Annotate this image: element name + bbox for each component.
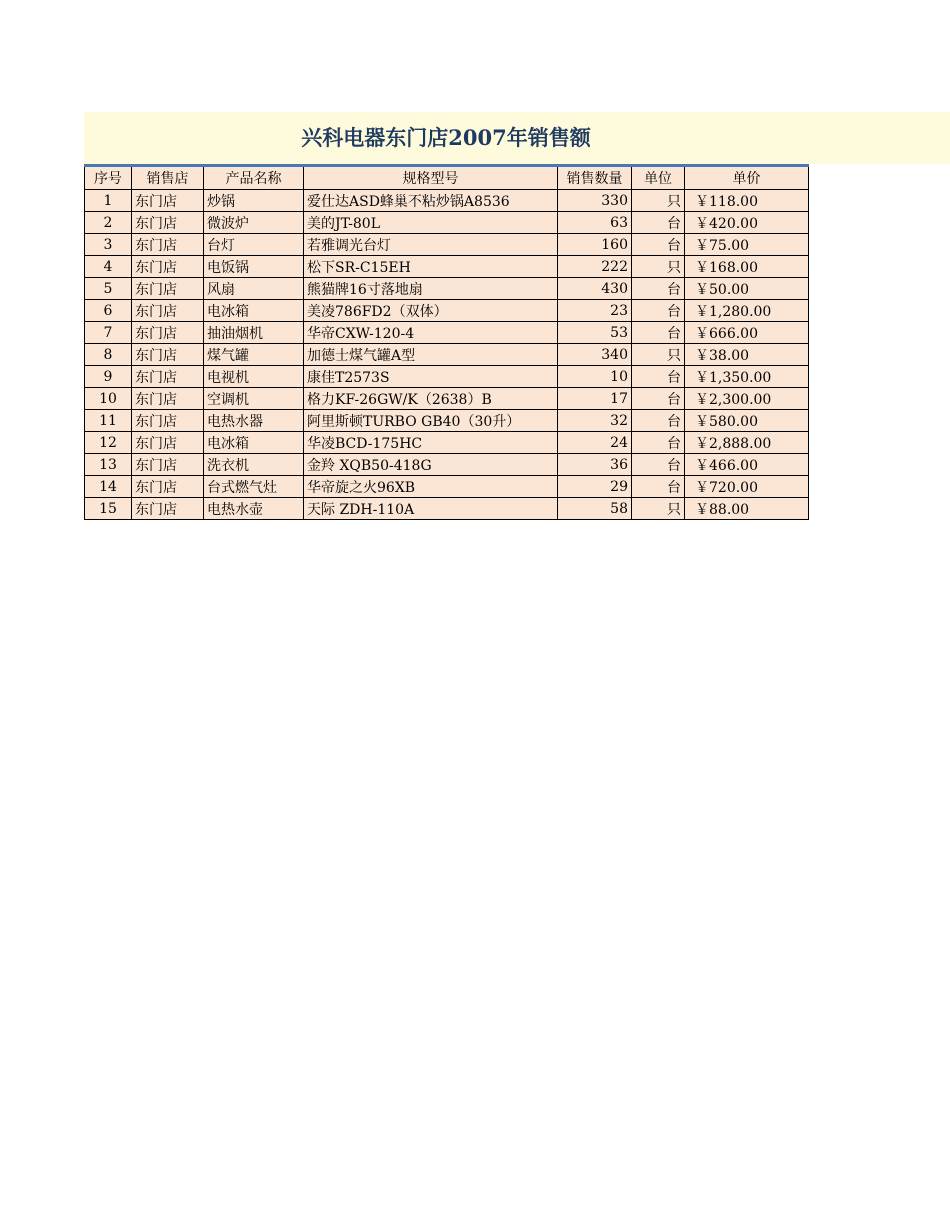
- table-row: [85, 190, 809, 212]
- cell-product-name[interactable]: 电热水器: [204, 410, 304, 432]
- table-row: [85, 454, 809, 476]
- cell-store[interactable]: 东门店: [132, 322, 204, 344]
- cell-store[interactable]: 东门店: [132, 234, 204, 256]
- cell-quantity[interactable]: 63: [558, 212, 632, 234]
- table-row: [85, 300, 809, 322]
- cell-store[interactable]: 东门店: [132, 256, 204, 278]
- cell-unit[interactable]: 台: [632, 432, 685, 454]
- cell-model[interactable]: 熊猫牌16寸落地扇: [304, 278, 558, 300]
- cell-model[interactable]: 美凌786FD2（双体）: [304, 300, 558, 322]
- cell-model[interactable]: 金羚 XQB50-418G: [304, 454, 558, 476]
- cell-model[interactable]: 阿里斯顿TURBO GB40（30升）: [304, 410, 558, 432]
- cell-model[interactable]: 加德士煤气罐A型: [304, 344, 558, 366]
- cell-product-name[interactable]: 电热水壶: [204, 498, 304, 520]
- cell-quantity[interactable]: 53: [558, 322, 632, 344]
- cell-product-name[interactable]: 台式燃气灶: [204, 476, 304, 498]
- header-row: [85, 166, 809, 190]
- cell-model[interactable]: 华凌BCD-175HC: [304, 432, 558, 454]
- table-row: [85, 278, 809, 300]
- cell-seq[interactable]: 5: [85, 278, 132, 300]
- cell-product-name[interactable]: 洗衣机: [204, 454, 304, 476]
- cell-quantity[interactable]: 430: [558, 278, 632, 300]
- cell-price[interactable]: ￥666.00: [685, 322, 809, 344]
- cell-seq[interactable]: 15: [85, 498, 132, 520]
- cell-price[interactable]: ￥580.00: [685, 410, 809, 432]
- sales-table: [84, 164, 809, 520]
- cell-model[interactable]: 若雅调光台灯: [304, 234, 558, 256]
- cell-quantity[interactable]: 222: [558, 256, 632, 278]
- cell-unit[interactable]: 台: [632, 234, 685, 256]
- cell-quantity[interactable]: 32: [558, 410, 632, 432]
- sheet-title: 兴科电器东门店2007年销售额: [301, 125, 591, 150]
- cell-price[interactable]: ￥2,300.00: [685, 388, 809, 410]
- cell-product-name[interactable]: 电视机: [204, 366, 304, 388]
- cell-seq[interactable]: 8: [85, 344, 132, 366]
- table-row: [85, 388, 809, 410]
- cell-store[interactable]: 东门店: [132, 476, 204, 498]
- cell-store[interactable]: 东门店: [132, 190, 204, 212]
- cell-price[interactable]: ￥720.00: [685, 476, 809, 498]
- cell-store[interactable]: 东门店: [132, 498, 204, 520]
- cell-store[interactable]: 东门店: [132, 344, 204, 366]
- cell-price[interactable]: ￥1,350.00: [685, 366, 809, 388]
- header-unit[interactable]: 单位: [632, 166, 685, 190]
- cell-price[interactable]: ￥168.00: [685, 256, 809, 278]
- cell-model[interactable]: 天际 ZDH-110A: [304, 498, 558, 520]
- table-row: [85, 256, 809, 278]
- table-row: [85, 498, 809, 520]
- table-row: [85, 366, 809, 388]
- cell-product-name[interactable]: 台灯: [204, 234, 304, 256]
- cell-quantity[interactable]: 24: [558, 432, 632, 454]
- cell-unit[interactable]: 台: [632, 476, 685, 498]
- cell-quantity[interactable]: 330: [558, 190, 632, 212]
- cell-store[interactable]: 东门店: [132, 366, 204, 388]
- cell-quantity[interactable]: 10: [558, 366, 632, 388]
- cell-price[interactable]: ￥420.00: [685, 212, 809, 234]
- header-store[interactable]: 销售店: [132, 166, 204, 190]
- cell-model[interactable]: 松下SR-C15EH: [304, 256, 558, 278]
- cell-store[interactable]: 东门店: [132, 388, 204, 410]
- header-product-name[interactable]: 产品名称: [204, 166, 304, 190]
- cell-product-name[interactable]: 电冰箱: [204, 432, 304, 454]
- table-row: [85, 234, 809, 256]
- cell-quantity[interactable]: 58: [558, 498, 632, 520]
- cell-price[interactable]: ￥2,888.00: [685, 432, 809, 454]
- cell-unit[interactable]: 台: [632, 212, 685, 234]
- cell-unit[interactable]: 只: [632, 344, 685, 366]
- header-seq[interactable]: 序号: [85, 166, 132, 190]
- cell-model[interactable]: 美的JT-80L: [304, 212, 558, 234]
- cell-seq[interactable]: 10: [85, 388, 132, 410]
- cell-price[interactable]: ￥75.00: [685, 234, 809, 256]
- cell-product-name[interactable]: 微波炉: [204, 212, 304, 234]
- cell-unit[interactable]: 台: [632, 454, 685, 476]
- cell-seq[interactable]: 12: [85, 432, 132, 454]
- cell-unit[interactable]: 台: [632, 388, 685, 410]
- cell-quantity[interactable]: 160: [558, 234, 632, 256]
- table-row: [85, 476, 809, 498]
- cell-seq[interactable]: 1: [85, 190, 132, 212]
- cell-product-name[interactable]: 抽油烟机: [204, 322, 304, 344]
- cell-seq[interactable]: 13: [85, 454, 132, 476]
- table-row: [85, 410, 809, 432]
- cell-model[interactable]: 爱仕达ASD蜂巢不粘炒锅A8536: [304, 190, 558, 212]
- title-band: [84, 112, 950, 164]
- table-body: [85, 190, 809, 520]
- cell-seq[interactable]: 4: [85, 256, 132, 278]
- cell-product-name[interactable]: 空调机: [204, 388, 304, 410]
- cell-price[interactable]: ￥1,280.00: [685, 300, 809, 322]
- cell-product-name[interactable]: 炒锅: [204, 190, 304, 212]
- cell-unit[interactable]: 只: [632, 256, 685, 278]
- cell-price[interactable]: ￥38.00: [685, 344, 809, 366]
- cell-seq[interactable]: 9: [85, 366, 132, 388]
- cell-price[interactable]: ￥88.00: [685, 498, 809, 520]
- header-quantity[interactable]: 销售数量: [558, 166, 632, 190]
- cell-price[interactable]: ￥50.00: [685, 278, 809, 300]
- cell-price[interactable]: ￥118.00: [685, 190, 809, 212]
- cell-unit[interactable]: 台: [632, 322, 685, 344]
- cell-seq[interactable]: 7: [85, 322, 132, 344]
- cell-seq[interactable]: 3: [85, 234, 132, 256]
- cell-store[interactable]: 东门店: [132, 278, 204, 300]
- table-row: [85, 212, 809, 234]
- cell-price[interactable]: ￥466.00: [685, 454, 809, 476]
- cell-store[interactable]: 东门店: [132, 212, 204, 234]
- cell-quantity[interactable]: 29: [558, 476, 632, 498]
- cell-store[interactable]: 东门店: [132, 410, 204, 432]
- cell-quantity[interactable]: 23: [558, 300, 632, 322]
- cell-quantity[interactable]: 340: [558, 344, 632, 366]
- cell-model[interactable]: 格力KF-26GW/K（2638）B: [304, 388, 558, 410]
- cell-quantity[interactable]: 36: [558, 454, 632, 476]
- cell-unit[interactable]: 只: [632, 498, 685, 520]
- header-model[interactable]: 规格型号: [304, 166, 558, 190]
- cell-unit[interactable]: 台: [632, 300, 685, 322]
- header-price[interactable]: 单价: [685, 166, 809, 190]
- cell-model[interactable]: 康佳T2573S: [304, 366, 558, 388]
- cell-seq[interactable]: 11: [85, 410, 132, 432]
- cell-store[interactable]: 东门店: [132, 432, 204, 454]
- cell-unit[interactable]: 只: [632, 190, 685, 212]
- cell-product-name[interactable]: 风扇: [204, 278, 304, 300]
- table-row: [85, 432, 809, 454]
- cell-unit[interactable]: 台: [632, 366, 685, 388]
- cell-quantity[interactable]: 17: [558, 388, 632, 410]
- cell-store[interactable]: 东门店: [132, 300, 204, 322]
- table-row: [85, 322, 809, 344]
- cell-product-name[interactable]: 电冰箱: [204, 300, 304, 322]
- cell-seq[interactable]: 14: [85, 476, 132, 498]
- cell-store[interactable]: 东门店: [132, 454, 204, 476]
- cell-product-name[interactable]: 电饭锅: [204, 256, 304, 278]
- cell-seq[interactable]: 2: [85, 212, 132, 234]
- cell-unit[interactable]: 台: [632, 278, 685, 300]
- cell-unit[interactable]: 台: [632, 410, 685, 432]
- cell-seq[interactable]: 6: [85, 300, 132, 322]
- cell-product-name[interactable]: 煤气罐: [204, 344, 304, 366]
- cell-model[interactable]: 华帝旋之火96XB: [304, 476, 558, 498]
- cell-model[interactable]: 华帝CXW-120-4: [304, 322, 558, 344]
- table-row: [85, 344, 809, 366]
